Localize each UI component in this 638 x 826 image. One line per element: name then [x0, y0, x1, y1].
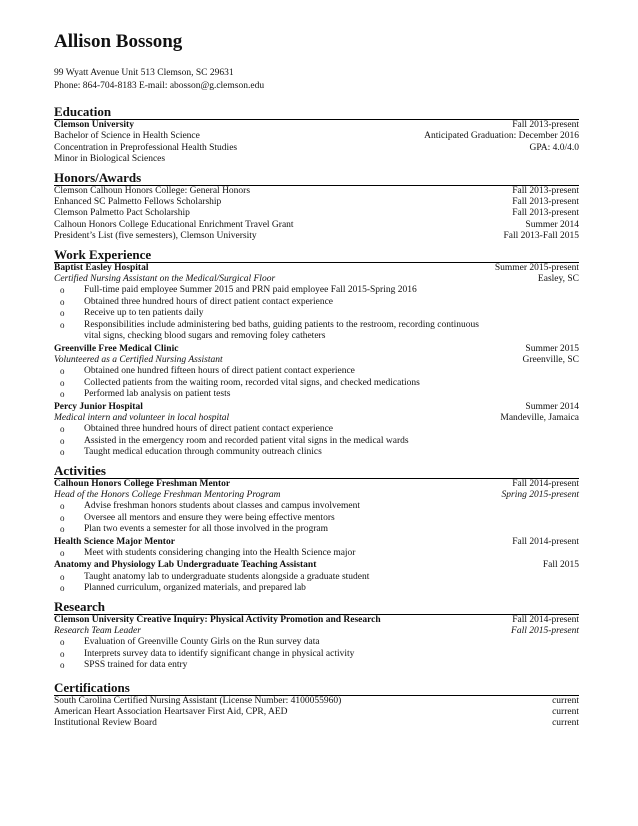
list-item: o SPSS trained for data entry [54, 660, 579, 671]
certification-row: Institutional Review Board current [54, 718, 579, 729]
bullet-list [54, 501, 579, 535]
phone-email-line: Phone: 864-704-8183 E-mail: abosson@g.clemson.edu [54, 80, 265, 91]
list-item: o Assisted in the emergency room and recorded patient vital signs in the medical wards [54, 436, 579, 447]
education-row: Bachelor of Science in Health Science Anticipated Graduation: December 2016 [54, 131, 579, 142]
role-title: Head of the Honors College Freshman Mentoring Program [54, 489, 281, 500]
role-title: Medical intern and volunteer in local hospital [54, 412, 230, 423]
entry-date: Fall 2014-present [512, 478, 579, 489]
list-item: o Plan two events a semester for all those involved in the program [54, 524, 579, 535]
entry-date: Fall 2014-present [512, 614, 579, 625]
resume-page [54, 30, 579, 730]
honor-row: Calhoun Honors College Educational Enrichment Travel Grant Summer 2014 [54, 219, 579, 230]
role-date: Spring 2015-present [501, 489, 579, 500]
list-item: o Interprets survey data to identify significant change in physical activity [54, 649, 579, 660]
org-name: Health Science Major Mentor [54, 536, 175, 547]
address-line: 99 Wyatt Avenue Unit 513 Clemson, SC 29631 [54, 68, 234, 78]
list-item: o Taught medical education through community outreach clinics [54, 447, 579, 458]
entry-date: Fall 2014-present [512, 536, 579, 547]
work-entry [54, 344, 579, 401]
org-name: Calhoun Honors College Freshman Mentor [54, 478, 231, 489]
role-date: Fall 2015-present [511, 626, 579, 637]
list-item: o Collected patients from the waiting room, recorded vital signs, and checked medications [54, 378, 579, 389]
section-heading-education: Education [54, 104, 579, 120]
role-title: Volunteered as a Certified Nursing Assistant [54, 354, 223, 365]
education-list [54, 120, 579, 166]
entry-location: Greenville, SC [522, 354, 579, 365]
research-entry [54, 615, 579, 672]
role-title: Research Team Leader [54, 626, 141, 637]
bullet-list [54, 366, 579, 400]
org-name: Clemson University Creative Inquiry: Physical Activity Promotion and Research [54, 614, 381, 625]
applicant-name: Allison Bossong [54, 31, 183, 52]
entry-date: Fall 2015 [542, 560, 579, 571]
list-item: o Full-time paid employee Summer 2015 and PRN paid employee Fall 2015-Spring 2016 [54, 285, 579, 296]
contact-block [54, 67, 579, 92]
honor-row: Clemson Palmetto Pact Scholarship Fall 2013-present [54, 208, 579, 219]
list-item: o Responsibilities include administering bed baths, guiding patients to the restroom, recording continuous vital signs, checking blood sugars and removing foley catheters [54, 320, 579, 343]
list-item: o Obtained one hundred fifteen hours of direct patient contact experience [54, 366, 579, 377]
education-row: Clemson University Fall 2013-present [54, 120, 579, 130]
list-item: o Advise freshman honors students about classes and campus involvement [54, 501, 579, 512]
entry-date: Summer 2015-present [494, 262, 579, 273]
list-item: o Evaluation of Greenville County Girls on the Run survey data [54, 637, 579, 648]
entry-location: Mandeville, Jamaica [500, 412, 579, 423]
role-title: Certified Nursing Assistant on the Medical/Surgical Floor [54, 274, 276, 285]
section-heading-research: Research [54, 599, 579, 615]
bullet-list [54, 285, 579, 342]
section-heading-honors: Honors/Awards [54, 170, 579, 186]
entry-date: Summer 2014 [525, 401, 579, 412]
entry-location: Easley, SC [537, 274, 579, 285]
org-name: Percy Junior Hospital [54, 401, 143, 412]
list-item: o Obtained three hundred hours of direct patient contact experience [54, 424, 579, 435]
activity-entry [54, 560, 579, 594]
bullet-list [54, 424, 579, 458]
certifications-list [54, 696, 579, 730]
org-name: Anatomy and Physiology Lab Undergraduate Teaching Assistant [54, 560, 317, 571]
entry-date: Summer 2015 [525, 343, 579, 354]
list-item: o Receive up to ten patients daily [54, 308, 579, 319]
list-item: o Taught anatomy lab to undergraduate students alongside a graduate student [54, 572, 579, 583]
list-item: o Planned curriculum, organized materials, and prepared lab [54, 583, 579, 594]
certification-row: American Heart Association Heartsaver First Aid, CPR, AED current [54, 707, 579, 718]
honor-row: Clemson Calhoun Honors College: General Honors Fall 2013-present [54, 185, 579, 196]
bullet-list [54, 637, 579, 671]
org-name: Baptist Easley Hospital [54, 262, 149, 273]
list-item: o Oversee all mentors and ensure they were being effective mentors [54, 513, 579, 524]
education-row: Minor in Biological Sciences [54, 154, 166, 165]
honor-row: Enhanced SC Palmetto Fellows Scholarship Fall 2013-present [54, 197, 579, 208]
bullet-list [54, 572, 579, 595]
org-name: Greenville Free Medical Clinic [54, 343, 179, 354]
certification-row: South Carolina Certified Nursing Assistant (License Number: 4100055960) current [54, 695, 579, 706]
honor-row: President’s List (five semesters), Clemson University Fall 2013-Fall 2015 [54, 231, 579, 242]
section-heading-activities: Activities [54, 463, 579, 479]
bullet-list [54, 548, 579, 559]
activity-entry [54, 537, 579, 560]
list-item: o Meet with students considering changing into the Health Science major [54, 548, 579, 559]
list-item: o Obtained three hundred hours of direct patient contact experience [54, 297, 579, 308]
section-heading-certifications: Certifications [54, 680, 579, 696]
honors-list [54, 186, 579, 243]
activity-entry [54, 479, 579, 536]
list-item: o Performed lab analysis on patient tests [54, 389, 579, 400]
education-row: Concentration in Preprofessional Health Studies GPA: 4.0/4.0 [54, 142, 579, 153]
work-entry [54, 263, 579, 343]
section-heading-work: Work Experience [54, 247, 579, 263]
work-entry [54, 402, 579, 459]
